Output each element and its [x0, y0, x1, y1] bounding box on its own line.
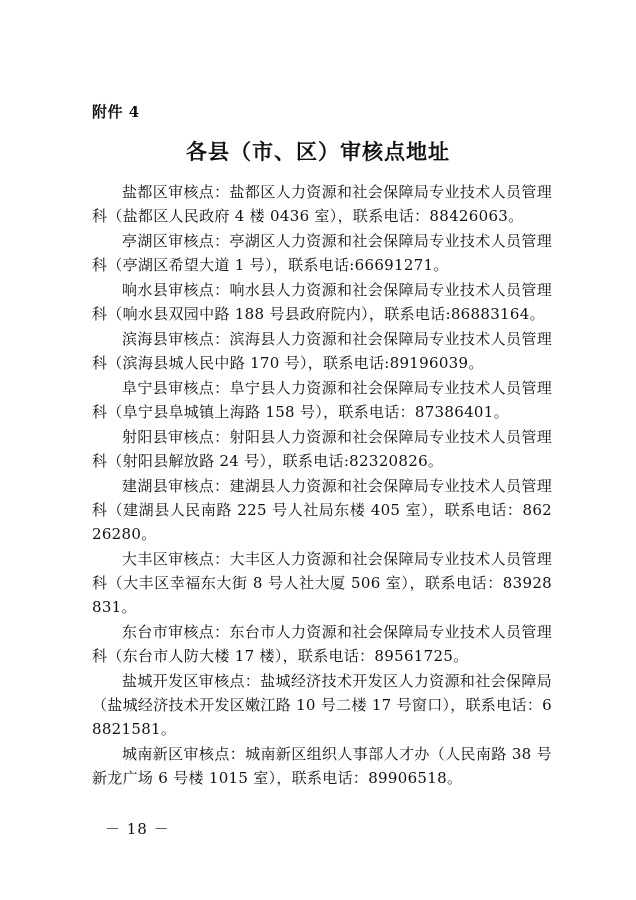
page-title: 各县（市、区）审核点地址 [186, 140, 450, 164]
address-entry-chengnan: 城南新区审核点：城南新区组织人事部人才办（人民南路 38 号新龙广场 6 号楼 1015 室），联系电话：89906518。 [92, 745, 552, 787]
address-entry-dongtai: 东台市审核点：东台市人力资源和社会保障局专业技术人员管理科（东台市人防大楼 17 楼），联系电话：89561725。 [92, 623, 552, 665]
attachment-label: 附件 4 [92, 103, 140, 121]
address-entry-sheyang: 射阳县审核点：射阳县人力资源和社会保障局专业技术人员管理科（射阳县解放路 24 号），联系电话:82320826。 [92, 428, 552, 470]
address-entry-dafeng: 大丰区审核点：大丰区人力资源和社会保障局专业技术人员管理科（大丰区幸福东大街 8 号人社大厦 506 室），联系电话：83928831。 [92, 550, 552, 616]
address-entry-binhai: 滨海县审核点：滨海县人力资源和社会保障局专业技术人员管理科（滨海县城人民中路 170 号），联系电话:89196039。 [92, 330, 552, 372]
address-entry-jianhu: 建湖县审核点：建湖县人力资源和社会保障局专业技术人员管理科（建湖县人民南路 225 号人社局东楼 405 室），联系电话：86226280。 [92, 477, 552, 543]
address-entry-tinghu: 亭湖区审核点：亭湖区人力资源和社会保障局专业技术人员管理科（亭湖区希望大道 1 号），联系电话:66691271。 [92, 232, 552, 274]
address-entry-xiangshui: 响水县审核点：响水县人力资源和社会保障局专业技术人员管理科（响水县双园中路 188 号县政府院内），联系电话:86883164。 [92, 281, 552, 323]
page-number: － 18 － [105, 820, 170, 838]
address-list [92, 180, 552, 791]
address-entry-funing: 阜宁县审核点：阜宁县人力资源和社会保障局专业技术人员管理科（阜宁县阜城镇上海路 158 号），联系电话：87386401。 [92, 379, 552, 421]
address-entry-yandu: 盐都区审核点：盐都区人力资源和社会保障局专业技术人员管理科（盐都区人民政府 4 楼 0436 室），联系电话：88426063。 [92, 183, 552, 225]
address-entry-development-zone: 盐城开发区审核点：盐城经济技术开发区人力资源和社会保障局（盐城经济技术开发区嫩江路 10 号二楼 17 号窗口），联系电话：68821581。 [92, 672, 552, 738]
